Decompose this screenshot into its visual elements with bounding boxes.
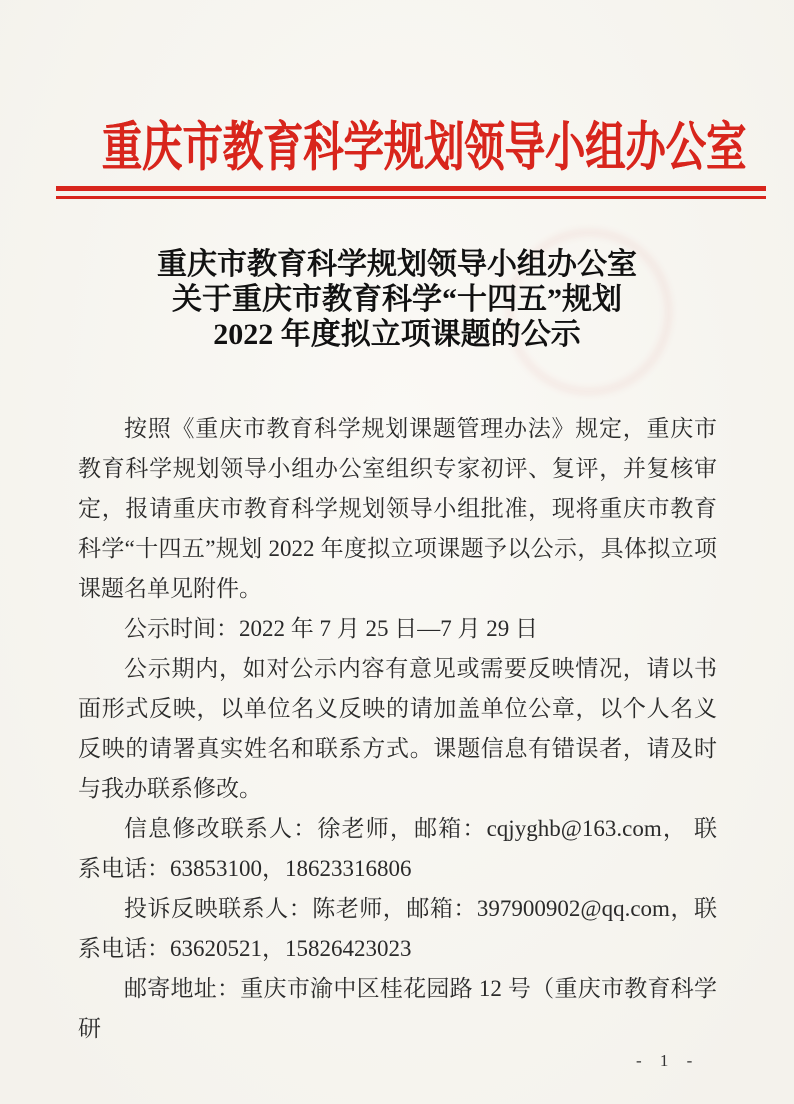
document-title xyxy=(0,247,794,352)
document-title-line-2: 关于重庆市教育科学“十四五”规划 xyxy=(172,283,622,316)
paragraph-info-contact: 信息修改联系人：徐老师，邮箱：cqjyghb@163.com， 联系电话：63853100，18623316806 xyxy=(78,816,717,881)
letterhead-double-rule xyxy=(56,186,766,199)
paragraph-feedback-instructions: 公示期内，如对公示内容有意见或需要反映情况，请以书面形式反映，以单位名义反映的请加盖单位公章，以个人名义反映的请署真实姓名和联系方式。课题信息有错误者，请及时与我办联系修改。 xyxy=(78,656,717,801)
document-title-line-1: 重庆市教育科学规划领导小组办公室 xyxy=(157,248,637,281)
document-body xyxy=(78,409,717,1049)
paragraph-complaint-contact: 投诉反映联系人：陈老师，邮箱：397900902@qq.com，联系电话：63620521，15826423023 xyxy=(78,896,717,961)
paragraph-review-process: 按照《重庆市教育科学规划课题管理办法》规定，重庆市教育科学规划领导小组办公室组织专家初评、复评，并复核审定，报请重庆市教育科学规划领导小组批准，现将重庆市教育科学“十四五”规划 2022 年度拟立项课题予以公示，具体拟立项课题名单见附件。 xyxy=(78,416,717,601)
paragraph-mailing-address: 邮寄地址：重庆市渝中区桂花园路 12 号（重庆市教育科学研 xyxy=(78,976,717,1041)
letterhead xyxy=(0,118,794,178)
letterhead-org-name: 重庆市教育科学规划领导小组办公室 xyxy=(101,119,747,177)
page-number: - 1 - xyxy=(636,1051,700,1070)
paragraph-notice-period: 公示时间：2022 年 7 月 25 日—7 月 29 日 xyxy=(124,616,538,641)
document-title-line-3: 2022 年度拟立项课题的公示 xyxy=(213,318,581,351)
